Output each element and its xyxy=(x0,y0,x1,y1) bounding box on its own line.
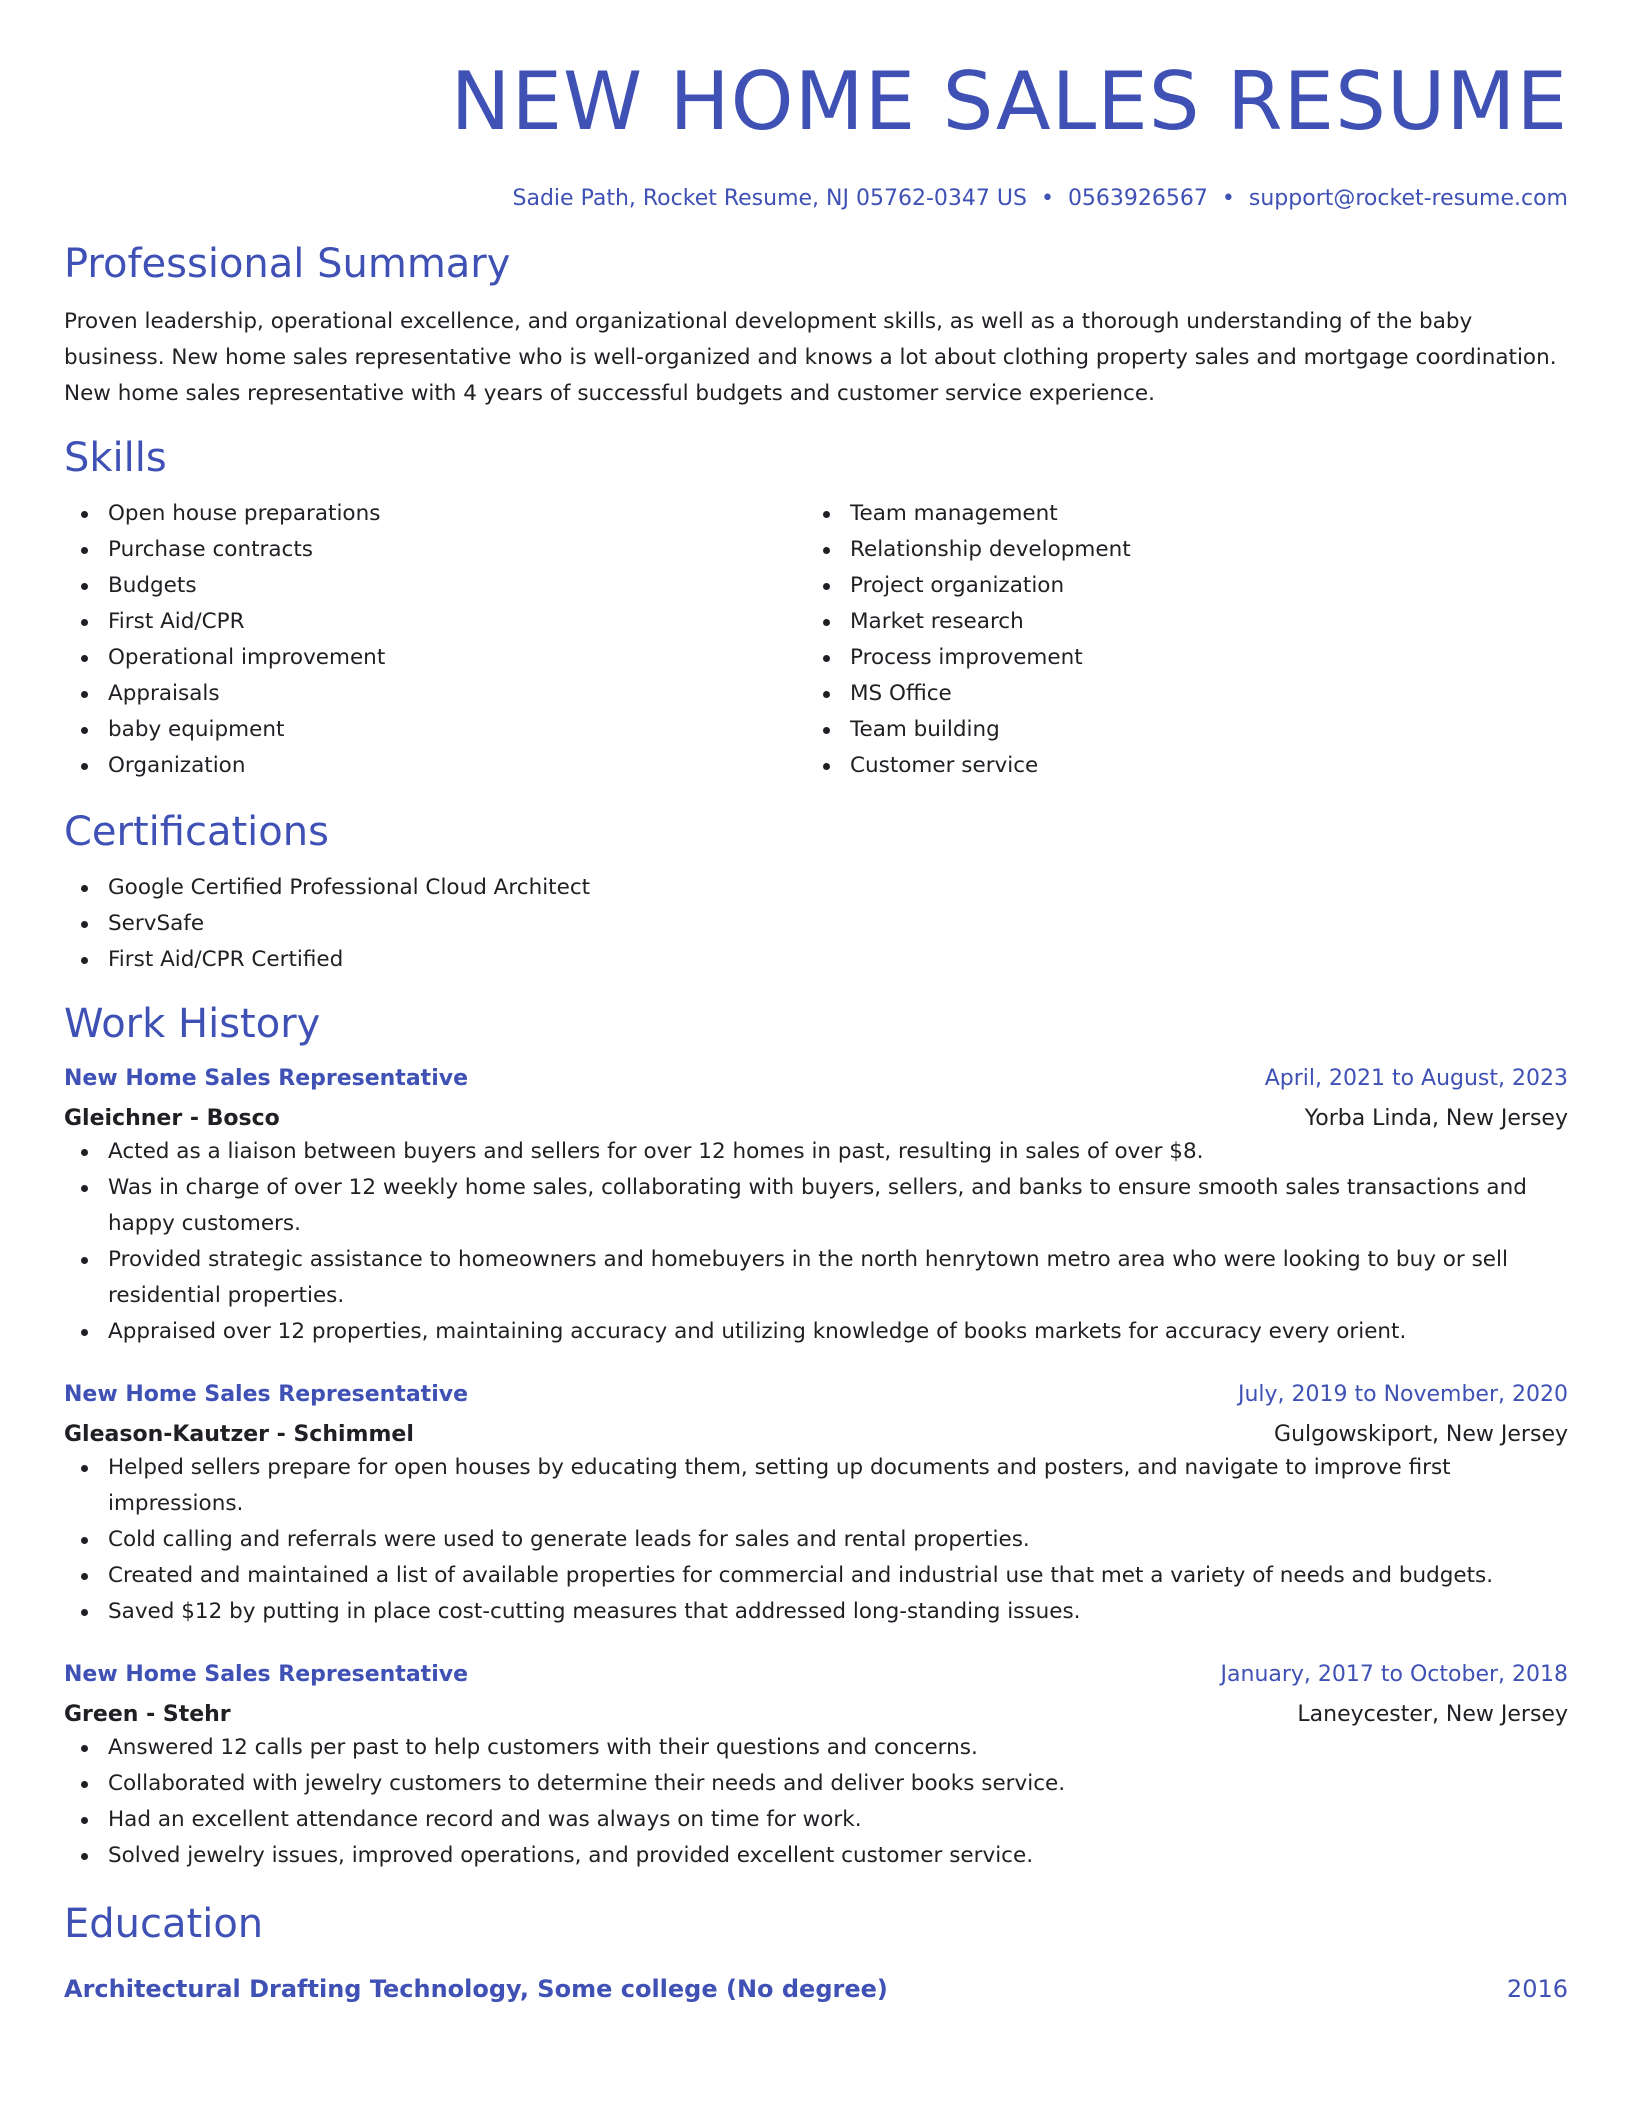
certification-item: Google Certified Professional Cloud Architect xyxy=(64,870,1568,906)
education-title: Architectural Drafting Technology, Some college (No degree) xyxy=(64,1975,888,2003)
skills-list-left xyxy=(64,496,806,784)
skill-item: Market research xyxy=(806,604,1548,640)
job-location: Yorba Linda, New Jersey xyxy=(1304,1106,1568,1131)
skill-item: baby equipment xyxy=(64,712,806,748)
certifications-list xyxy=(64,870,1568,978)
contact-separator: • xyxy=(1221,186,1235,211)
contact-address: Sadie Path, Rocket Resume, NJ 05762-0347 US xyxy=(512,186,1027,211)
job-header xyxy=(64,1064,1568,1094)
skill-item: First Aid/CPR xyxy=(64,604,806,640)
skill-item: Team management xyxy=(806,496,1548,532)
job-bullet: Answered 12 calls per past to help customers with their questions and concerns. xyxy=(64,1730,1568,1766)
skills-grid xyxy=(64,496,1568,784)
job-dates: April, 2021 to August, 2023 xyxy=(1264,1066,1568,1091)
certification-item: ServSafe xyxy=(64,906,1568,942)
skill-item: MS Office xyxy=(806,676,1548,712)
job-header xyxy=(64,1660,1568,1690)
resume-page xyxy=(64,0,1568,2004)
job-bullet: Saved $12 by putting in place cost-cutting measures that addressed long-standing issues. xyxy=(64,1594,1568,1630)
job-subheader xyxy=(64,1700,1568,1730)
skill-item: Organization xyxy=(64,748,806,784)
certifications-section xyxy=(64,808,1568,978)
contact-email[interactable]: support@rocket-resume.com xyxy=(1248,186,1568,211)
contact-separator: • xyxy=(1040,186,1054,211)
job-bullet: Was in charge of over 12 weekly home sales, collaborating with buyers, sellers, and banks to ensure smooth sales transactions and happy customers. xyxy=(64,1170,1568,1242)
job-header xyxy=(64,1380,1568,1410)
job-bullet: Collaborated with jewelry customers to determine their needs and deliver books service. xyxy=(64,1766,1568,1802)
job-dates: January, 2017 to October, 2018 xyxy=(1220,1662,1568,1687)
work-history-section xyxy=(64,1000,1568,1874)
job-bullet: Helped sellers prepare for open houses by educating them, setting up documents and posters, and navigate to improve first impressions. xyxy=(64,1450,1568,1522)
job-bullet: Acted as a liaison between buyers and sellers for over 12 homes in past, resulting in sales of over $8. xyxy=(64,1134,1568,1170)
skill-item: Project organization xyxy=(806,568,1548,604)
skill-item: Budgets xyxy=(64,568,806,604)
job-bullet: Cold calling and referrals were used to generate leads for sales and rental properties. xyxy=(64,1522,1568,1558)
skill-item: Process improvement xyxy=(806,640,1548,676)
skills-list-right xyxy=(806,496,1548,784)
skill-item: Team building xyxy=(806,712,1548,748)
job-subheader xyxy=(64,1420,1568,1450)
job-location: Gulgowskiport, New Jersey xyxy=(1274,1422,1568,1447)
job-bullet: Provided strategic assistance to homeowners and homebuyers in the north henrytown metro area who were looking to buy or sell residential properties. xyxy=(64,1242,1568,1314)
skill-item: Purchase contracts xyxy=(64,532,806,568)
job-bullet: Created and maintained a list of available properties for commercial and industrial use that met a variety of needs and budgets. xyxy=(64,1558,1568,1594)
summary-heading: Professional Summary xyxy=(64,241,511,287)
resume-title: NEW HOME SALES RESUME xyxy=(450,55,1568,148)
skill-item: Appraisals xyxy=(64,676,806,712)
job-entry xyxy=(64,1064,1568,1350)
job-entry xyxy=(64,1380,1568,1630)
education-heading: Education xyxy=(64,1901,264,1947)
job-bullet: Solved jewelry issues, improved operations, and provided excellent customer service. xyxy=(64,1838,1568,1874)
skills-section xyxy=(64,434,1568,784)
certifications-heading: Certifications xyxy=(64,809,329,855)
skill-item: Operational improvement xyxy=(64,640,806,676)
skills-heading: Skills xyxy=(64,435,167,481)
job-dates: July, 2019 to November, 2020 xyxy=(1237,1382,1568,1407)
job-bullet: Appraised over 12 properties, maintaining accuracy and utilizing knowledge of books markets for accuracy every orient. xyxy=(64,1314,1568,1350)
skill-item: Customer service xyxy=(806,748,1548,784)
job-entry xyxy=(64,1660,1568,1874)
education-entry xyxy=(64,1974,1568,2004)
job-title: New Home Sales Representative xyxy=(64,1382,468,1407)
education-section xyxy=(64,1900,1568,2004)
work-history-heading: Work History xyxy=(64,1001,321,1047)
job-subheader xyxy=(64,1104,1568,1134)
skill-item: Open house preparations xyxy=(64,496,806,532)
certification-item: First Aid/CPR Certified xyxy=(64,942,1568,978)
job-company: Gleichner - Bosco xyxy=(64,1106,280,1131)
summary-section xyxy=(64,240,1568,412)
contact-phone: 0563926567 xyxy=(1067,186,1208,211)
job-location: Laneycester, New Jersey xyxy=(1297,1702,1568,1727)
job-company: Green - Stehr xyxy=(64,1702,231,1727)
job-title: New Home Sales Representative xyxy=(64,1662,468,1687)
job-title: New Home Sales Representative xyxy=(64,1066,468,1091)
job-bullets xyxy=(64,1730,1568,1874)
job-bullet: Had an excellent attendance record and was always on time for work. xyxy=(64,1802,1568,1838)
job-bullets xyxy=(64,1450,1568,1630)
education-year: 2016 xyxy=(1506,1975,1568,2003)
summary-text: Proven leadership, operational excellence, and organizational development skills, as well as a thorough understanding of the baby business. New home sales representative who is well-organized and knows a lot about clothing property sales and mortgage coordination. New home sales representative with 4 years of successful budgets and customer service experience. xyxy=(64,309,1557,406)
skill-item: Relationship development xyxy=(806,532,1548,568)
job-company: Gleason-Kautzer - Schimmel xyxy=(64,1422,414,1447)
contact-line xyxy=(64,186,1568,212)
job-bullets xyxy=(64,1134,1568,1350)
